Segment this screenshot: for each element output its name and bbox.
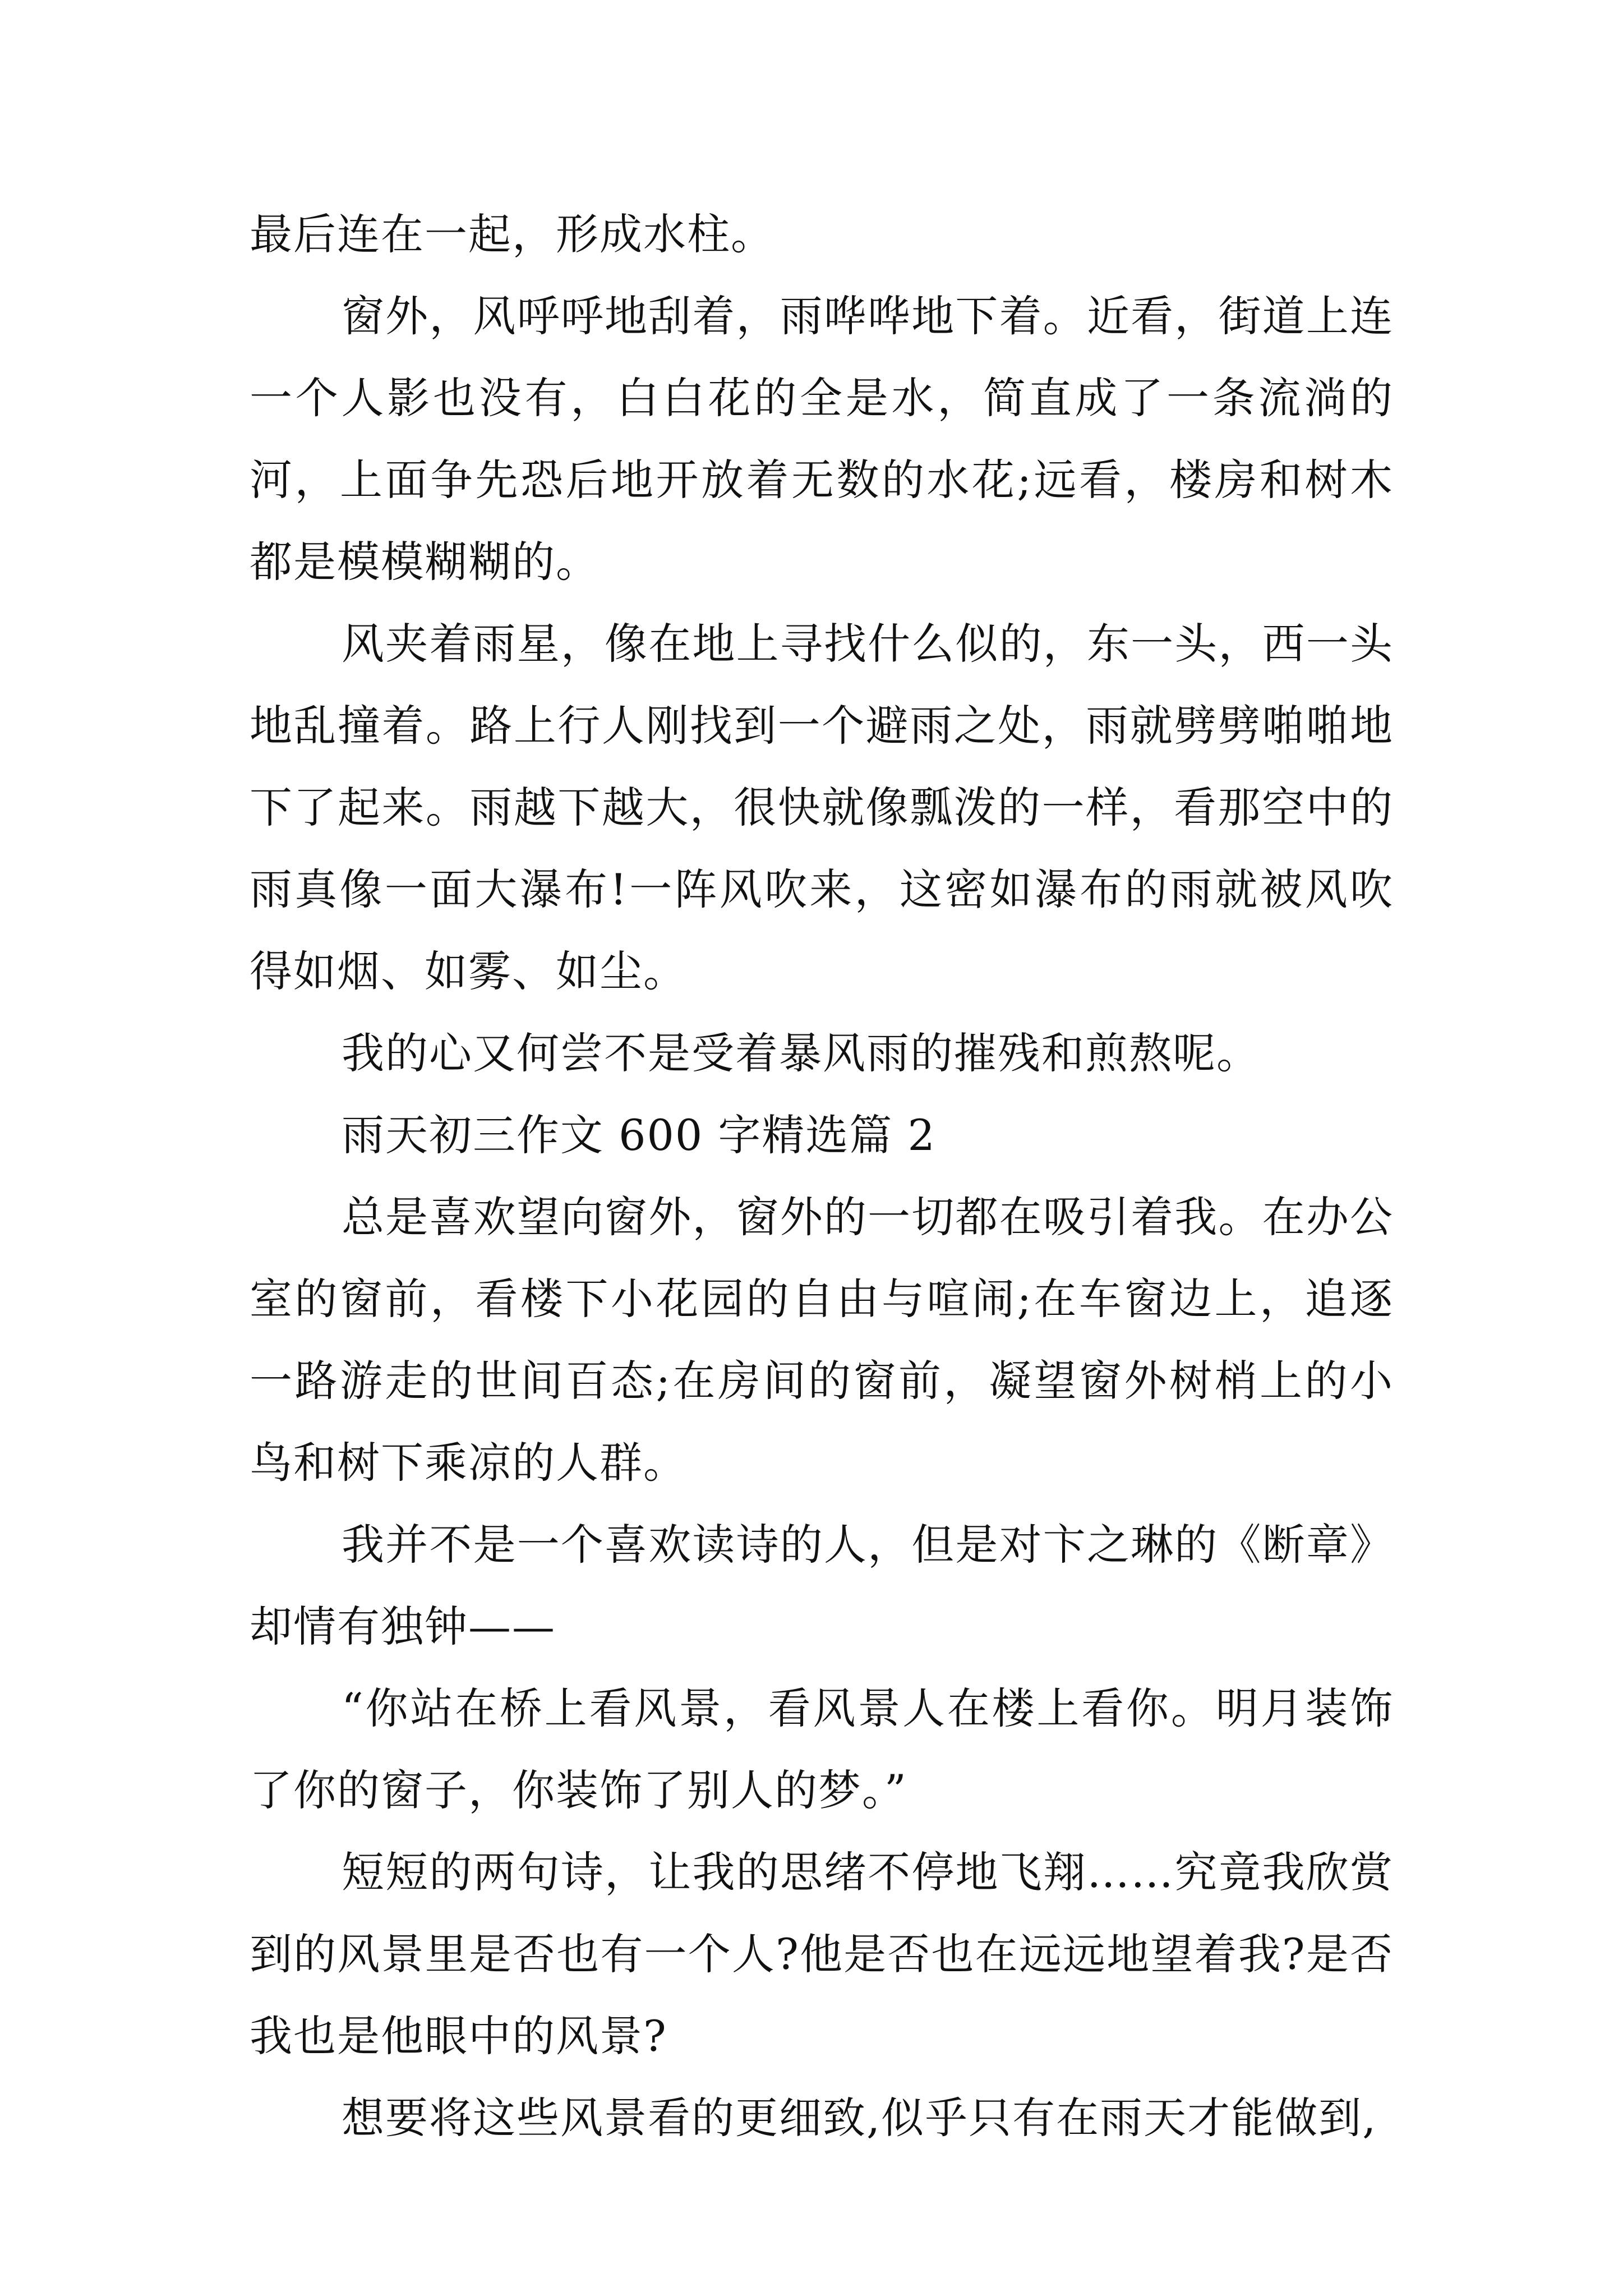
paragraph-6: 我并不是一个喜欢读诗的人，但是对卞之琳的《断章》却情有独钟—— [250, 1520, 1394, 1651]
poem-quote: “你站在桥上看风景，看风景人在楼上看你。明月装饰了你的窗子，你装饰了别人的梦。” [250, 1683, 1394, 1815]
paragraph-2: 窗外，风呼呼地刮着，雨哗哗地下着。近看，街道上连一个人影也没有，白白花的全是水，简直成了一条流淌的河，上面争先恐后地开放着无数的水花;远看，楼房和树木都是模模糊糊的。 [250, 291, 1394, 587]
paragraph-5: 总是喜欢望向窗外，窗外的一切都在吸引着我。在办公室的窗前，看楼下小花园的自由与喧闹;在车窗边上，追逐一路游走的世间百态;在房间的窗前，凝望窗外树梢上的小鸟和树下乘凉的人群。 [250, 1192, 1394, 1488]
paragraph-7: 短短的两句诗，让我的思绪不停地飞翔……究竟我欣赏到的风景里是否也有一个人?他是否也在远远地望着我?是否我也是他眼中的风景? [250, 1847, 1394, 2061]
paragraph-1: 最后连在一起，形成水柱。 [250, 209, 774, 259]
paragraph-8: 想要将这些风景看的更细致,似乎只有在雨天才能做到, [342, 2093, 1377, 2143]
section-heading: 雨天初三作文 600 字精选篇 2 [342, 1110, 936, 1160]
paragraph-3: 风夹着雨星，像在地上寻找什么似的，东一头，西一头地乱撞着。路上行人刚找到一个避雨之处，雨就劈劈啪啪地下了起来。雨越下越大，很快就像瓢泼的一样，看那空中的雨真像一面大瀑布!一阵风吹来，这密如瀑布的雨就被风吹得如烟、如雾、如尘。 [250, 619, 1394, 996]
paragraph-4: 我的心又何尝不是受着暴风雨的摧残和煎熬呢。 [342, 1028, 1260, 1078]
body-text [250, 194, 1394, 2159]
